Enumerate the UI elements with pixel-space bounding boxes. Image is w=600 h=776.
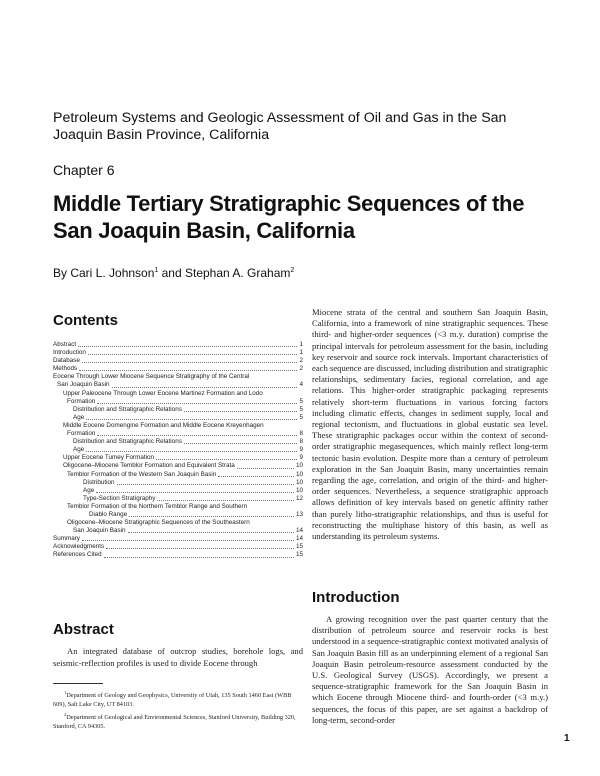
toc-entry-title: Type-Section Stratigraphy: [83, 494, 156, 502]
toc-dot-leader: [79, 370, 297, 371]
toc-entry-title: Distribution and Stratigraphic Relations: [73, 438, 182, 446]
contents-heading: Contents: [53, 312, 118, 329]
toc-dot-leader: [156, 459, 297, 460]
toc-entry[interactable]: [53, 373, 303, 381]
abstract-body: An integrated database of outcrop studies, borehole logs, and seismic-reflection profiles is used to divide Eocene through: [53, 646, 303, 669]
toc-entry-title: Oligocene–Miocene Stratigraphic Sequences of the Southeastern: [67, 519, 250, 527]
toc-entry-title: Diablo Range: [89, 510, 128, 518]
toc-dot-leader: [129, 516, 294, 517]
toc-entry-page: 9: [299, 454, 303, 462]
toc-entry-page: 5: [299, 413, 303, 421]
toc-entry-title: Formation: [67, 430, 96, 438]
toc-entry-page: 10: [295, 486, 303, 494]
author-2-mark: 2: [290, 267, 295, 274]
toc-entry[interactable]: [53, 535, 303, 543]
footnote-text: Department of Geological and Environmental Sciences, Stanford University, Building 320, Stanford, CA 94305.: [53, 714, 296, 731]
toc-entry-title: Eocene Through Lower Miocene Sequence Stratigraphy of the Central: [53, 373, 250, 381]
toc-entry[interactable]: [53, 503, 303, 511]
toc-entry[interactable]: [53, 471, 303, 479]
toc-dot-leader: [82, 362, 298, 363]
authors: [53, 266, 294, 280]
toc-entry-title: Database: [53, 357, 80, 365]
toc-entry-title: Methods: [53, 365, 78, 373]
toc-entry[interactable]: [53, 398, 303, 406]
toc-dot-leader: [78, 346, 297, 347]
toc-entry[interactable]: [53, 381, 303, 389]
toc-entry-title: Formation: [67, 397, 96, 405]
footnote: [53, 688, 303, 709]
toc-dot-leader: [104, 557, 294, 558]
toc-entry[interactable]: [53, 438, 303, 446]
toc-entry-title: San Joaquin Basin: [57, 381, 110, 389]
introduction-body: A growing recognition over the past quarter century that the distribution of petroleum source and reservoir rocks is best understood in a sequence-stratigraphic context motivated analysis of San Joaquin Basin fill as an underpinning element of a regional San Joaquin Basin petroleum-resource assessment conducted by the U.S. Geological Survey (USGS). Accordingly, we present a sequence-stratigraphic framework for the San Joaquin Basin in which Eocene through Miocene third- and fourth-order (<3 m.y.) sequences, the focus of this paper, are set against a backdrop of long-term, second-order: [312, 614, 548, 725]
toc-entry[interactable]: [53, 446, 303, 454]
toc-entry[interactable]: [53, 462, 303, 470]
toc-entry[interactable]: [53, 519, 303, 527]
toc-dot-leader: [106, 548, 294, 549]
toc-entry-title: Distribution and Stratigraphic Relations: [73, 405, 182, 413]
toc-entry-page: 2: [299, 357, 303, 365]
toc-entry-page: 10: [295, 470, 303, 478]
toc-entry-page: 8: [299, 438, 303, 446]
footnotes: [53, 688, 303, 732]
table-of-contents: [53, 341, 303, 560]
toc-entry[interactable]: [53, 357, 303, 365]
toc-entry[interactable]: [53, 341, 303, 349]
toc-entry-page: 10: [295, 478, 303, 486]
toc-entry[interactable]: [53, 422, 303, 430]
toc-entry-title: Age: [83, 486, 95, 494]
toc-entry-title: Distribution: [83, 478, 115, 486]
toc-entry-page: 14: [295, 527, 303, 535]
footnote-divider: [53, 683, 103, 684]
toc-entry-title: Summary: [53, 535, 80, 543]
toc-entry-page: 15: [295, 543, 303, 551]
toc-dot-leader: [86, 451, 297, 452]
toc-dot-leader: [96, 492, 294, 493]
toc-entry-page: 9: [299, 446, 303, 454]
toc-entry-title: Oligocene–Miocene Temblor Formation and Equivalent Strata: [63, 462, 235, 470]
toc-entry[interactable]: [53, 551, 303, 559]
toc-dot-leader: [237, 468, 294, 469]
toc-entry[interactable]: [53, 495, 303, 503]
toc-dot-leader: [88, 354, 298, 355]
footnote-mark: 2: [64, 712, 67, 718]
toc-entry-page: 1: [299, 349, 303, 357]
toc-entry-page: 5: [299, 405, 303, 413]
toc-entry[interactable]: [53, 487, 303, 495]
toc-dot-leader: [97, 435, 297, 436]
toc-entry[interactable]: [53, 543, 303, 551]
toc-entry-title: References Cited: [53, 551, 102, 559]
toc-entry[interactable]: [53, 430, 303, 438]
toc-entry-page: 5: [299, 397, 303, 405]
toc-entry-title: Temblor Formation of the Western San Joaquin Basin: [67, 470, 217, 478]
toc-entry[interactable]: [53, 511, 303, 519]
chapter-title: Middle Tertiary Stratigraphic Sequences of the San Joaquin Basin, California: [53, 191, 525, 243]
abstract-heading: Abstract: [53, 621, 114, 638]
toc-entry-title: Upper Paleocene Through Lower Eocene Martinez Formation and Lodo: [63, 389, 263, 397]
page-number: 1: [564, 733, 570, 744]
abstract-continuation: Miocene strata of the central and southern San Joaquin Basin, California, into a framework of nine stratigraphic sequences. These third- and higher-order sequences (<3 m.y. duration) comprise the principal intervals for petroleum assessment for the basin, including key reservoir and source rock intervals. Important characteristics of each sequence are discussed, including distribution and stratigraphic relationships, sedimentary facies, regional correlation, and age relations. This higher-order stratigraphic packaging represents relatively short-term fluctuations in various forcing factors including climatic effects, changes in sediment supply, local and regional tectonism, and fluctuations in global eustatic sea level. These stratigraphic packages occur within the context of second-order stratigraphic megasequences, which mainly reflect long-term tectonic basin evolution. Despite more than a century of petroleum exploration in the San Joaquin Basin, many uncertainties remain regarding the age, correlation, and origin of the third- and higher-order sequences. Nevertheless, a sequence stratigraphic approach allows definition of key intervals based on genetic affinity rather than purely litho-stratigraphic relationships, and thus is useful for reconstructing the multiphase history of this basin, as well as understanding its petroleum systems.: [312, 307, 548, 542]
toc-dot-leader: [82, 540, 294, 541]
toc-entry-page: 8: [299, 430, 303, 438]
introduction-heading: Introduction: [312, 589, 400, 606]
author-1-mark: 1: [154, 267, 159, 274]
toc-dot-leader: [86, 419, 297, 420]
toc-dot-leader: [218, 476, 294, 477]
toc-entry-title: Acknowledgments: [53, 543, 105, 551]
authors-prefix: By Cari L. Johnson: [53, 266, 155, 280]
toc-entry-page: 2: [299, 365, 303, 373]
footnote: [53, 710, 303, 731]
toc-dot-leader: [184, 411, 298, 412]
toc-entry-page: 12: [295, 494, 303, 502]
toc-entry-page: 15: [295, 551, 303, 559]
toc-entry-title: Temblor Formation of the Northern Temblor Range and Southern: [67, 502, 248, 510]
toc-entry[interactable]: [53, 454, 303, 462]
toc-entry-page: 14: [295, 535, 303, 543]
toc-dot-leader: [117, 484, 294, 485]
toc-entry-page: 13: [295, 510, 303, 518]
toc-entry[interactable]: [53, 414, 303, 422]
chapter-label: Chapter 6: [53, 162, 115, 178]
toc-entry[interactable]: [53, 406, 303, 414]
toc-dot-leader: [128, 532, 294, 533]
toc-entry-title: Middle Eocene Domengine Formation and Middle Eocene Kreyenhagen: [63, 421, 264, 429]
toc-entry-title: Introduction: [53, 349, 86, 357]
toc-dot-leader: [97, 403, 297, 404]
footnote-mark: 1: [64, 690, 67, 695]
toc-dot-leader: [184, 443, 298, 444]
toc-dot-leader: [157, 500, 294, 501]
toc-entry-title: San Joaquin Basin: [73, 527, 126, 535]
toc-entry-page: 1: [299, 341, 303, 348]
toc-entry[interactable]: [53, 365, 303, 373]
toc-entry-title: Age: [73, 446, 85, 454]
report-title: Petroleum Systems and Geologic Assessment of Oil and Gas in the San Joaquin Basin Province, California: [53, 110, 507, 143]
toc-entry-page: 10: [295, 462, 303, 470]
toc-entry-title: Age: [73, 413, 85, 421]
toc-entry-title: Abstract: [53, 341, 77, 348]
toc-entry-page: 4: [299, 381, 303, 389]
toc-entry[interactable]: [53, 390, 303, 398]
toc-entry[interactable]: [53, 349, 303, 357]
toc-entry[interactable]: [53, 527, 303, 535]
footnote-text: Department of Geology and Geophysics, University of Utah, 135 South 1460 East (WBB 609), Salt Lake City, UT 84103.: [53, 692, 292, 709]
authors-middle: and Stephan A. Graham: [158, 266, 291, 280]
toc-entry[interactable]: [53, 479, 303, 487]
toc-dot-leader: [112, 387, 298, 388]
toc-entry-title: Upper Eocene Tumey Formation: [63, 454, 154, 462]
